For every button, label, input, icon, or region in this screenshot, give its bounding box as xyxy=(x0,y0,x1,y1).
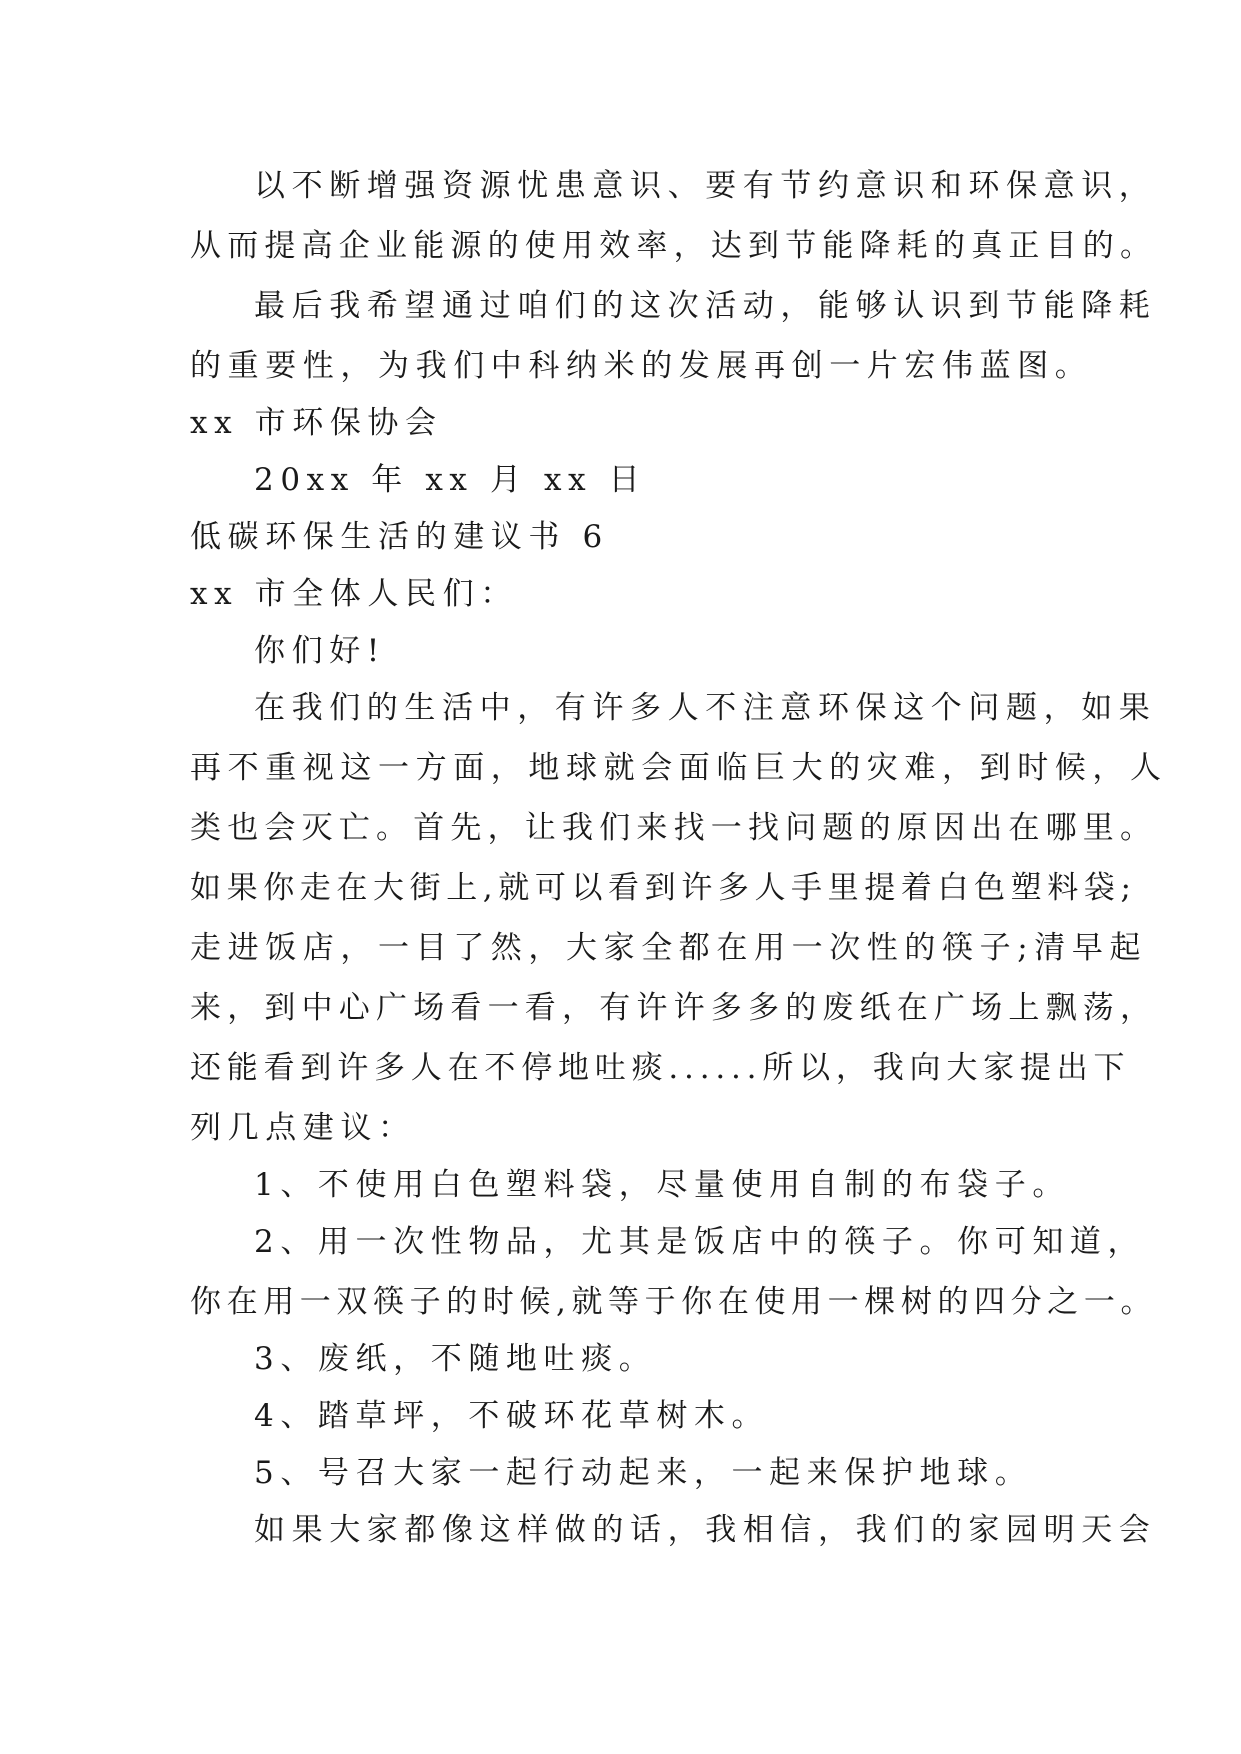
letter-salutation: xx 市全体人民们： xyxy=(190,576,518,612)
list-item: 2、用一次性物品，尤其是饭店中的筷子。你可知道， xyxy=(254,1224,1146,1260)
paragraph-line: 走进饭店，一目了然，大家全都在用一次性的筷子;清早起 xyxy=(190,930,1148,966)
list-item-continuation: 你在用一双筷子的时候,就等于你在使用一棵树的四分之一。 xyxy=(190,1284,1158,1320)
signature-organization: xx 市环保协会 xyxy=(190,405,443,441)
list-item: 5、号召大家一起行动起来，一起来保护地球。 xyxy=(254,1455,1033,1491)
paragraph-line: 还能看到许多人在不停地吐痰......所以，我向大家提出下 xyxy=(190,1050,1131,1086)
section-title: 低碳环保生活的建议书 6 xyxy=(190,519,609,555)
paragraph-line: 以不断增强资源忧患意识、要有节约意识和环保意识， xyxy=(254,168,1157,204)
paragraph-line: 如果大家都像这样做的话，我相信，我们的家园明天会 xyxy=(254,1512,1157,1548)
paragraph-line: 的重要性，为我们中科纳米的发展再创一片宏伟蓝图。 xyxy=(190,348,1093,384)
list-item: 1、不使用白色塑料袋，尽量使用自制的布袋子。 xyxy=(254,1167,1070,1203)
paragraph-line: 如果你走在大街上,就可以看到许多人手里提着白色塑料袋; xyxy=(190,870,1137,906)
paragraph-line: 最后我希望通过咱们的这次活动，能够认识到节能降耗 xyxy=(254,288,1157,324)
greeting: 你们好! xyxy=(254,633,386,669)
paragraph-line: 列几点建议： xyxy=(190,1110,416,1146)
paragraph-line: 从而提高企业能源的使用效率，达到节能降耗的真正目的。 xyxy=(190,228,1158,264)
paragraph-line: 类也会灭亡。首先，让我们来找一找问题的原因出在哪里。 xyxy=(190,810,1158,846)
signature-date: 20xx 年 xx 月 xx 日 xyxy=(254,462,647,498)
list-item: 4、踏草坪，不破环花草树木。 xyxy=(254,1398,770,1434)
paragraph-line: 在我们的生活中，有许多人不注意环保这个问题，如果 xyxy=(254,690,1157,726)
paragraph-line: 再不重视这一方面，地球就会面临巨大的灾难，到时候，人 xyxy=(190,750,1168,786)
paragraph-line: 来，到中心广场看一看，有许许多多的废纸在广场上飘荡， xyxy=(190,990,1158,1026)
list-item: 3、废纸，不随地吐痰。 xyxy=(254,1341,657,1377)
